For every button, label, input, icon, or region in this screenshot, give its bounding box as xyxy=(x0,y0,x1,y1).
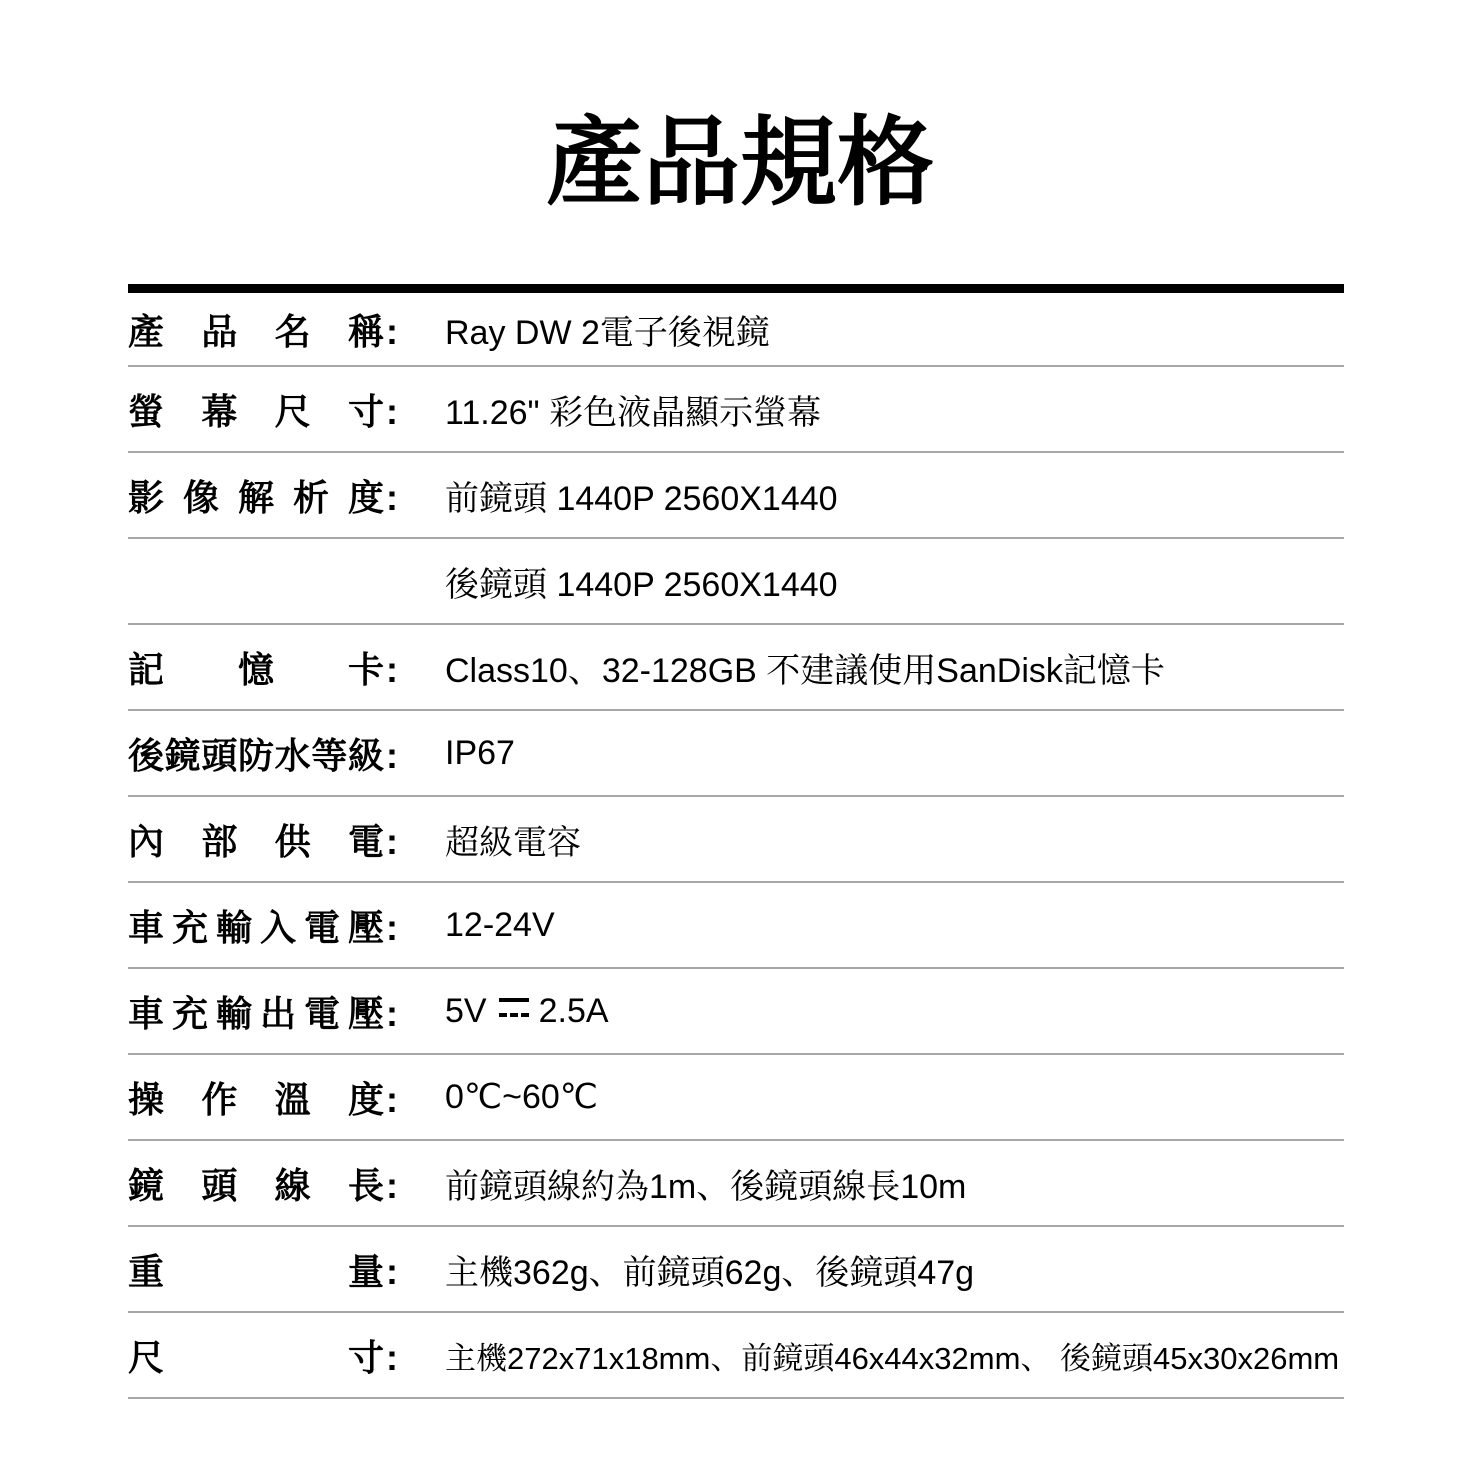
spec-value: Class10、32-128GB 不建議使用SanDisk記憶卡 xyxy=(445,651,1165,690)
spec-row-resolution-front xyxy=(128,453,1344,539)
spec-value: Ray DW 2電子後視鏡 xyxy=(445,313,770,352)
spec-label-colon: : xyxy=(386,390,398,432)
dc-symbol-icon xyxy=(499,998,529,1017)
spec-value: 超級電容 xyxy=(445,823,581,862)
spec-value: 0℃~60℃ xyxy=(445,1078,598,1116)
spec-label xyxy=(128,728,445,779)
spec-row-product-name xyxy=(128,293,1344,367)
spec-value: 後鏡頭 1440P 2560X1440 xyxy=(445,565,838,604)
spec-label-text: 車充輸出電壓 xyxy=(128,992,384,1034)
output-current-value: 2.5A xyxy=(538,991,609,1030)
spec-value: 12-24V xyxy=(445,905,555,944)
spec-row-resolution-rear xyxy=(128,539,1344,625)
spec-label-text: 記憶卡 xyxy=(128,648,384,690)
spec-label xyxy=(128,900,445,951)
spec-value: 主機272x71x18mm、前鏡頭46x44x32mm、 後鏡頭45x30x26mm xyxy=(445,1340,1340,1376)
spec-value: 11.26" 彩色液晶顯示螢幕 xyxy=(445,393,822,432)
spec-row-dimensions xyxy=(128,1313,1344,1399)
spec-label-colon: : xyxy=(386,310,398,352)
spec-label xyxy=(128,560,445,602)
spec-row-screen-size xyxy=(128,367,1344,453)
spec-row-cable-length xyxy=(128,1141,1344,1227)
spec-label-colon: : xyxy=(386,1250,398,1292)
spec-row-operating-temperature xyxy=(128,1055,1344,1141)
spec-row-memory-card xyxy=(128,625,1344,711)
spec-value: 主機362g、前鏡頭62g、後鏡頭47g xyxy=(445,1253,975,1292)
spec-label-text: 尺寸 xyxy=(128,1336,384,1378)
spec-label-text: 後鏡頭防水等級 xyxy=(128,734,384,776)
spec-label-text: 鏡頭線長 xyxy=(128,1164,384,1206)
spec-label xyxy=(128,470,445,521)
spec-label-colon: : xyxy=(386,476,398,518)
spec-label xyxy=(128,814,445,865)
spec-label xyxy=(128,1330,445,1381)
spec-label-colon: : xyxy=(386,906,398,948)
spec-label-text: 影像解析度 xyxy=(128,476,384,518)
spec-label-colon: : xyxy=(386,734,398,776)
spec-label xyxy=(128,1158,445,1209)
spec-table xyxy=(128,284,1344,1399)
spec-label-text: 螢幕尺寸 xyxy=(128,390,384,432)
spec-label xyxy=(128,986,445,1037)
spec-label-text: 重量 xyxy=(128,1250,384,1292)
table-top-divider xyxy=(128,284,1344,293)
spec-value xyxy=(445,992,609,1031)
spec-label-colon: : xyxy=(386,1164,398,1206)
spec-row-output-voltage xyxy=(128,969,1344,1055)
spec-label-text: 內部供電 xyxy=(128,820,384,862)
page-title: 產品規格 xyxy=(546,108,934,217)
spec-value: 前鏡頭線約為1m、後鏡頭線長10m xyxy=(445,1167,967,1206)
spec-row-weight xyxy=(128,1227,1344,1313)
spec-label xyxy=(128,304,445,355)
spec-label-colon: : xyxy=(386,1336,398,1378)
spec-row-waterproof-rating xyxy=(128,711,1344,797)
spec-label-colon: : xyxy=(386,992,398,1034)
spec-row-internal-power xyxy=(128,797,1344,883)
spec-row-input-voltage xyxy=(128,883,1344,969)
spec-value: 前鏡頭 1440P 2560X1440 xyxy=(445,479,838,518)
spec-label-colon: : xyxy=(386,820,398,862)
spec-label-colon: : xyxy=(386,648,398,690)
spec-label xyxy=(128,1072,445,1123)
spec-label xyxy=(128,1244,445,1295)
spec-label xyxy=(128,642,445,693)
spec-label-colon: : xyxy=(386,1078,398,1120)
spec-label-text: 車充輸入電壓 xyxy=(128,906,384,948)
spec-label-text: 操作溫度 xyxy=(128,1078,384,1120)
spec-value: IP67 xyxy=(445,733,515,772)
spec-label-text: 產品名稱 xyxy=(128,310,384,352)
output-voltage-value: 5V xyxy=(445,991,487,1030)
spec-label xyxy=(128,384,445,435)
